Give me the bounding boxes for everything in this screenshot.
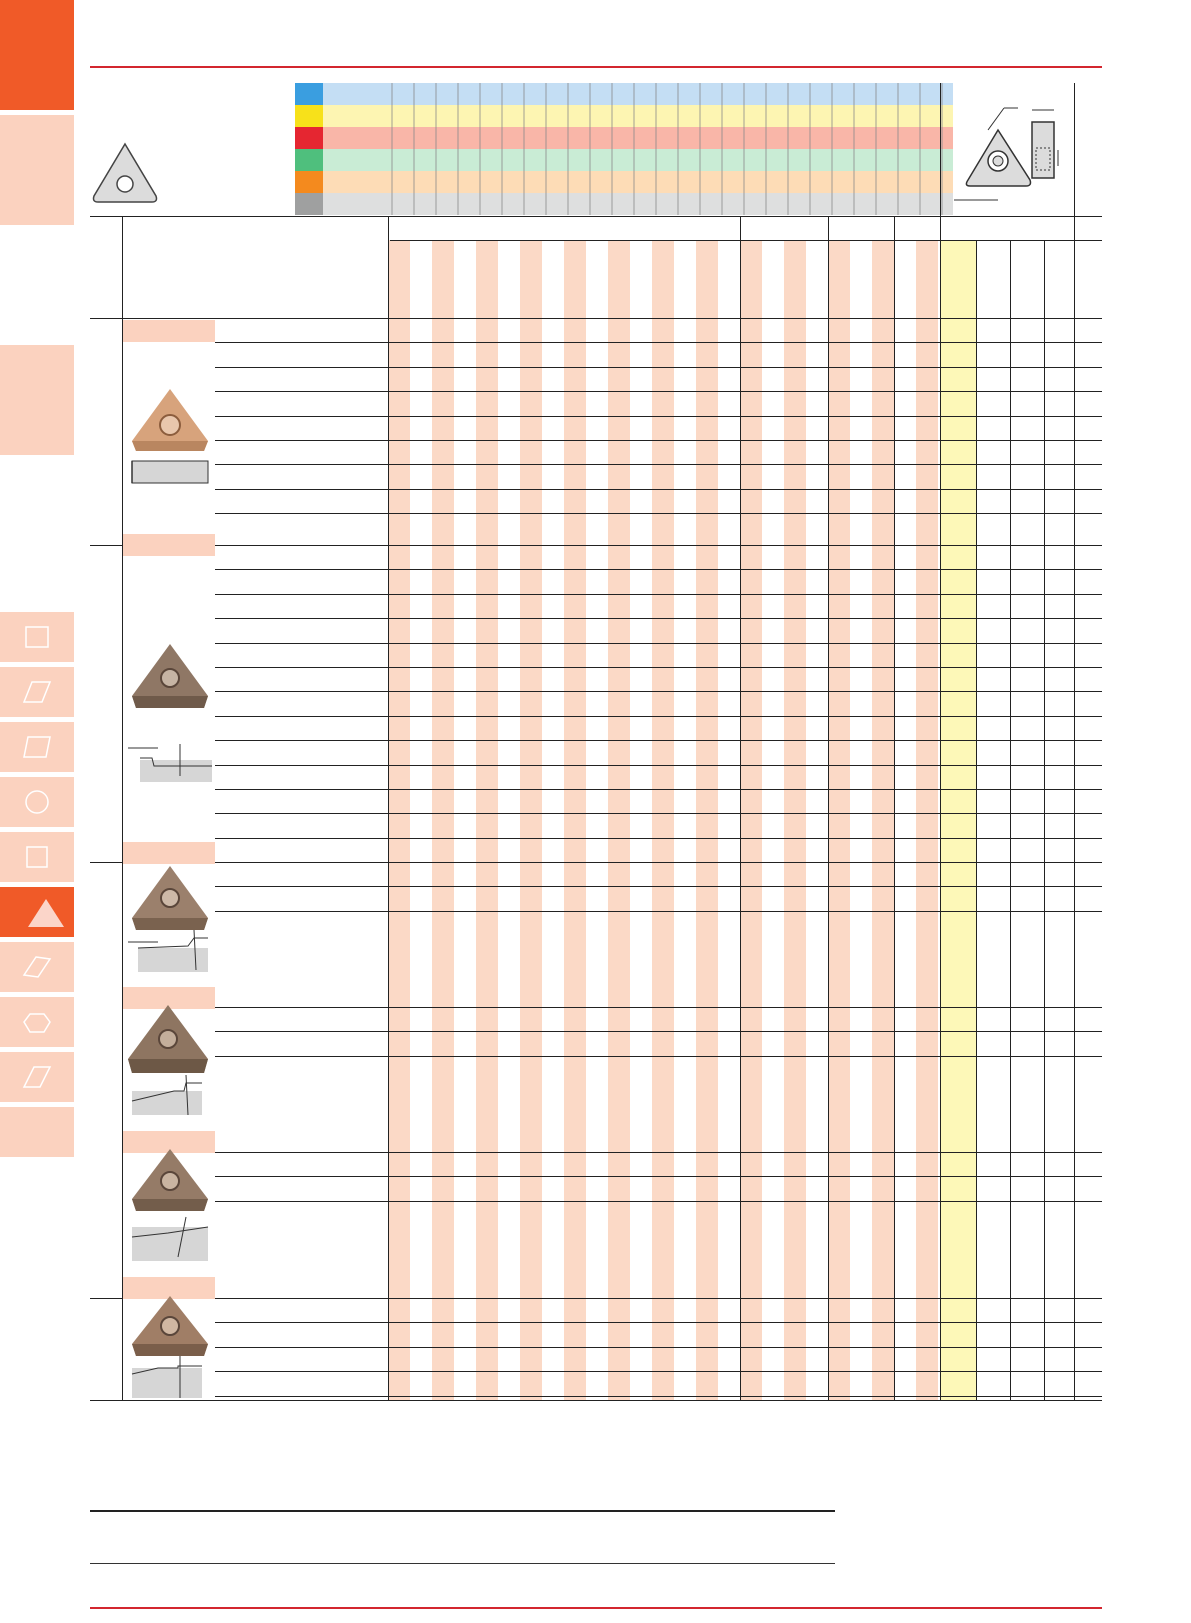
grade-column xyxy=(916,240,938,1400)
col-rule-group2 xyxy=(828,216,829,1400)
sidebar-tab-2[interactable] xyxy=(0,345,74,455)
table-row-rule xyxy=(215,716,1102,717)
round-insert-icon xyxy=(22,788,52,816)
sidebar-tab-triangle[interactable] xyxy=(0,887,74,937)
section-divider xyxy=(122,1152,1102,1153)
grade-column xyxy=(740,240,762,1400)
dimension-column-highlight xyxy=(940,240,976,1400)
grade-column xyxy=(784,240,806,1400)
table-row-rule xyxy=(215,342,1102,343)
grade-column xyxy=(432,240,454,1400)
col-rule-dim2 xyxy=(1010,240,1011,1400)
grade-column xyxy=(652,240,674,1400)
section-divider xyxy=(90,862,1102,863)
footer-rule-1 xyxy=(90,1510,835,1512)
sidebar-tab-bottom[interactable] xyxy=(0,1107,74,1157)
square-insert-icon xyxy=(22,623,52,651)
tnmx-insert-icon xyxy=(128,1294,212,1400)
grade-column xyxy=(476,240,498,1400)
triangle-insert-icon xyxy=(26,897,66,929)
grade-column xyxy=(564,240,586,1400)
rhombus-insert-icon xyxy=(22,1063,52,1091)
grade-column xyxy=(696,240,718,1400)
grade-column xyxy=(828,240,850,1400)
table-row-rule xyxy=(215,911,1102,912)
insert-dimension-diagram xyxy=(950,100,1070,215)
table-row-rule xyxy=(215,789,1102,790)
sidebar-tab-1[interactable] xyxy=(0,115,74,225)
table-row-rule xyxy=(215,1396,1102,1397)
table-row-rule xyxy=(215,416,1102,417)
col-rule-right xyxy=(1074,83,1075,1400)
section-header-1 xyxy=(123,320,215,342)
footer-rule-2 xyxy=(90,1563,835,1564)
triangle-shape-icon xyxy=(90,140,160,206)
table-row-rule xyxy=(215,691,1102,692)
table-row-rule xyxy=(215,886,1102,887)
table-row-rule xyxy=(215,740,1102,741)
col-rule-left xyxy=(122,216,123,1400)
sidebar-tab-rhombus[interactable] xyxy=(0,1052,74,1102)
table-row-rule xyxy=(215,813,1102,814)
col-rule-dim3 xyxy=(1044,240,1045,1400)
tngg-insert-icon xyxy=(128,385,212,485)
table-row-rule xyxy=(215,1347,1102,1348)
sidebar-tab-pentagon[interactable] xyxy=(0,997,74,1047)
table-row-rule xyxy=(215,594,1102,595)
table-row-rule xyxy=(215,765,1102,766)
sidebar-tab-diamond[interactable] xyxy=(0,722,74,772)
table-subheader-rule xyxy=(390,240,1102,241)
col-rule-dims xyxy=(940,216,941,1400)
sidebar-tab-parallelogram[interactable] xyxy=(0,667,74,717)
trigon-insert-icon xyxy=(22,953,52,981)
tnmm-insert-icon xyxy=(124,1003,212,1119)
table-row-rule xyxy=(215,1322,1102,1323)
parallelogram-insert-icon xyxy=(22,678,52,706)
section-divider xyxy=(90,545,1102,546)
pentagon-insert-icon xyxy=(22,1008,52,1036)
table-row-rule xyxy=(215,618,1102,619)
grade-column xyxy=(608,240,630,1400)
material-bands xyxy=(295,83,953,215)
table-row-rule xyxy=(215,464,1102,465)
table-row-rule xyxy=(215,367,1102,368)
col-rule-designation xyxy=(388,216,389,1400)
col-rule-group3 xyxy=(894,216,895,1400)
square-small-insert-icon xyxy=(22,843,52,871)
table-row-rule xyxy=(215,643,1102,644)
table-row-rule xyxy=(215,391,1102,392)
table-row-rule xyxy=(215,1056,1102,1057)
table-row-rule xyxy=(215,569,1102,570)
sidebar-tab-trigon[interactable] xyxy=(0,942,74,992)
table-row-rule xyxy=(215,1201,1102,1202)
sidebar-tab-square[interactable] xyxy=(0,612,74,662)
table-header-rule xyxy=(90,216,1102,217)
table-row-rule xyxy=(215,838,1102,839)
table-row-rule xyxy=(215,1176,1102,1177)
table-row-rule xyxy=(215,513,1102,514)
section-divider xyxy=(122,1007,1102,1008)
table-row-rule xyxy=(215,1371,1102,1372)
table-row-rule xyxy=(215,667,1102,668)
tnma-insert-icon xyxy=(128,1147,212,1263)
col-rule-group1 xyxy=(740,216,741,1400)
section-header-3 xyxy=(123,842,215,864)
tnmg-heavy-insert-icon xyxy=(128,862,212,974)
col-rule-header-top xyxy=(940,83,941,216)
table-row-rule xyxy=(215,1031,1102,1032)
bottom-rule xyxy=(90,1607,1102,1609)
sidebar-tab-top[interactable] xyxy=(0,0,74,110)
col-rule-dim1 xyxy=(976,240,977,1400)
grade-column xyxy=(520,240,542,1400)
table-row-rule xyxy=(215,440,1102,441)
table-row-rule xyxy=(215,489,1102,490)
table-bottom-rule xyxy=(90,1400,1102,1401)
tnmg-insert-icon xyxy=(128,640,212,790)
diamond-insert-icon xyxy=(22,733,52,761)
grade-column xyxy=(872,240,894,1400)
material-band-grid xyxy=(295,83,953,215)
grade-column xyxy=(388,240,410,1400)
top-rule xyxy=(90,66,1102,68)
table-body-top-rule xyxy=(90,318,1102,319)
section-divider xyxy=(90,1298,1102,1299)
section-header-2 xyxy=(123,534,215,556)
sidebar-tab-round[interactable] xyxy=(0,777,74,827)
sidebar-tab-square-small[interactable] xyxy=(0,832,74,882)
